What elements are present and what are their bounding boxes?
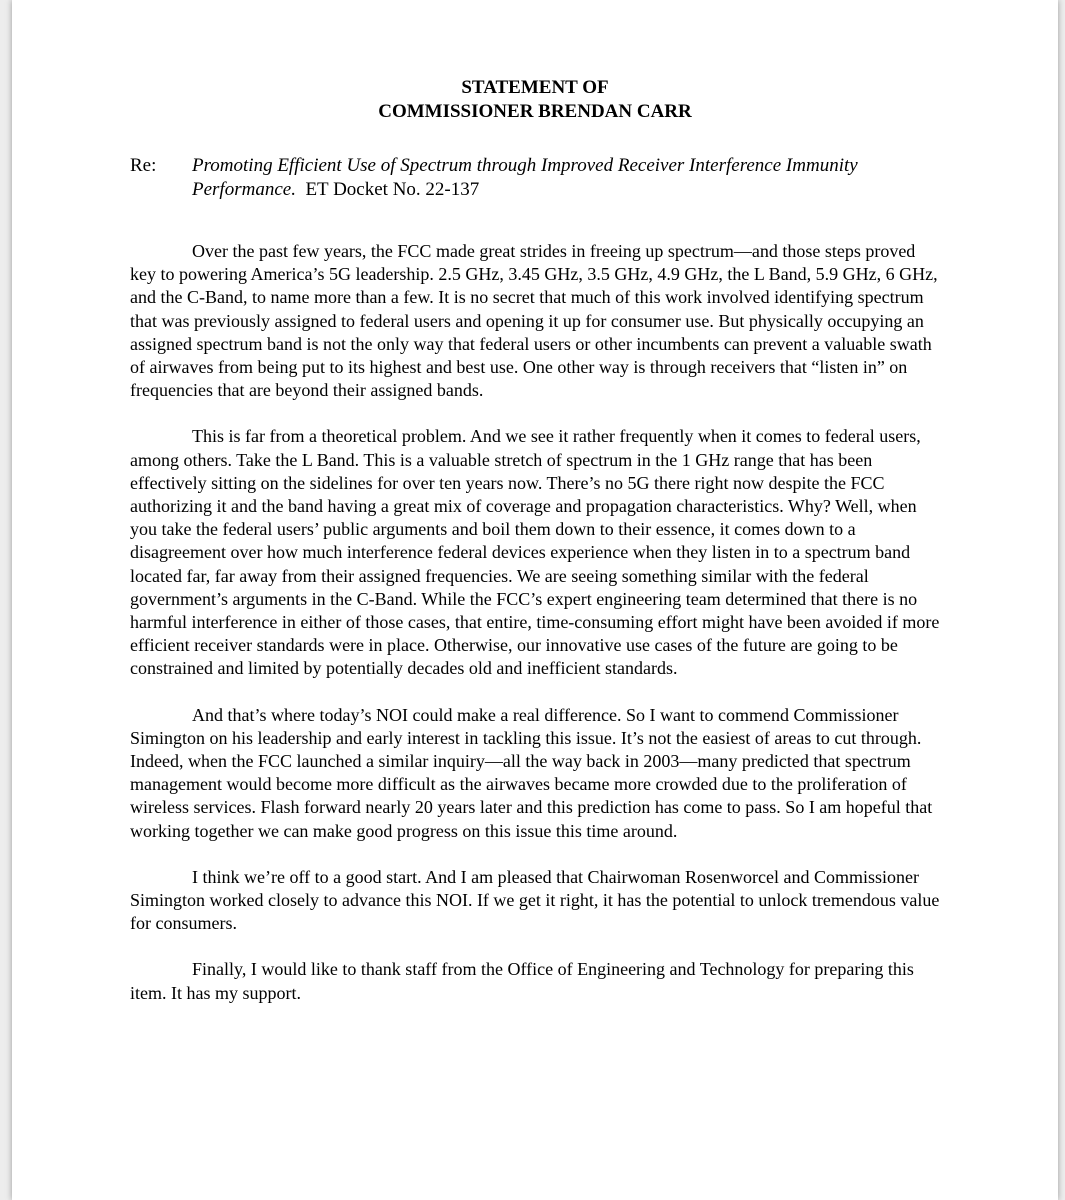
re-subject [192,154,940,202]
statement-heading [130,76,940,124]
re-label: Re: [130,155,157,176]
heading-line-2: COMMISSIONER BRENDAN CARR [378,101,692,122]
re-line [130,154,940,202]
docket-number: ET Docket No. 22-137 [305,179,480,200]
paragraph-2: This is far from a theoretical problem. And we see it rather frequently when it comes to federal users, among others. Take the L Band. This is a valuable stretch of spectrum in the 1 GHz range that has been effectively sitting on the sidelines for over ten years now. There’s no 5G there right now despite the FCC authorizing it and the band having a great mix of coverage and propagation characteristics. Why? Well, when you take the federal users’ public arguments and boil them down to their essence, it comes down to a disagreement over how much interference federal devices experience when they listen in to a spectrum band located far, far away from their assigned frequencies. We are seeing something similar with the federal government’s arguments in the C-Band. While the FCC’s expert engineering team determined that there is no harmful interference in either of those cases, that entire, time-consuming effort might have been avoided if more efficient receiver standards were in place. Otherwise, our innovative use cases of the future are going to be constrained and limited by potentially decades old and inefficient standards. [130,426,940,679]
heading-line-1: STATEMENT OF [461,77,609,98]
paragraph-3: And that’s where today’s NOI could make a real difference. So I want to commend Commissioner Simington on his leadership and early interest in tackling this issue. It’s not the easiest of areas to cut through. Indeed, when the FCC launched a similar inquiry—all the way back in 2003—many predicted that spectrum management would become more difficult as the airwaves became more crowded due to the proliferation of wireless services. Flash forward nearly 20 years later and this prediction has come to pass. So I am hopeful that working together we can make good progress on this issue this time around. [130,704,933,841]
re-title: Promoting Efficient Use of Spectrum through Improved Receiver Interference Immunity Performance. [192,155,858,200]
document-page [12,0,1058,1200]
paragraph-5: Finally, I would like to thank staff from the Office of Engineering and Technology for preparing this item. It has my support. [130,959,914,1003]
paragraph-4: I think we’re off to a good start. And I am pleased that Chairwoman Rosenworcel and Commissioner Simington worked closely to advance this NOI. If we get it right, it has the potential to unlock tremendous value for consumers. [130,866,940,934]
paragraph-1: Over the past few years, the FCC made great strides in freeing up spectrum—and those steps proved key to powering America’s 5G leadership. 2.5 GHz, 3.45 GHz, 3.5 GHz, 4.9 GHz, the L Band, 5.9 GHz, 6 GHz, and the C-Band, to name more than a few. It is no secret that much of this work involved identifying spectrum that was previously assigned to federal users and opening it up for consumer use. But physically occupying an assigned spectrum band is not the only way that federal users or other incumbents can prevent a valuable swath of airwaves from being put to its highest and best use. One other way is through receivers that “listen in” on frequencies that are beyond their assigned bands. [130,241,938,401]
document-content [130,76,940,1005]
